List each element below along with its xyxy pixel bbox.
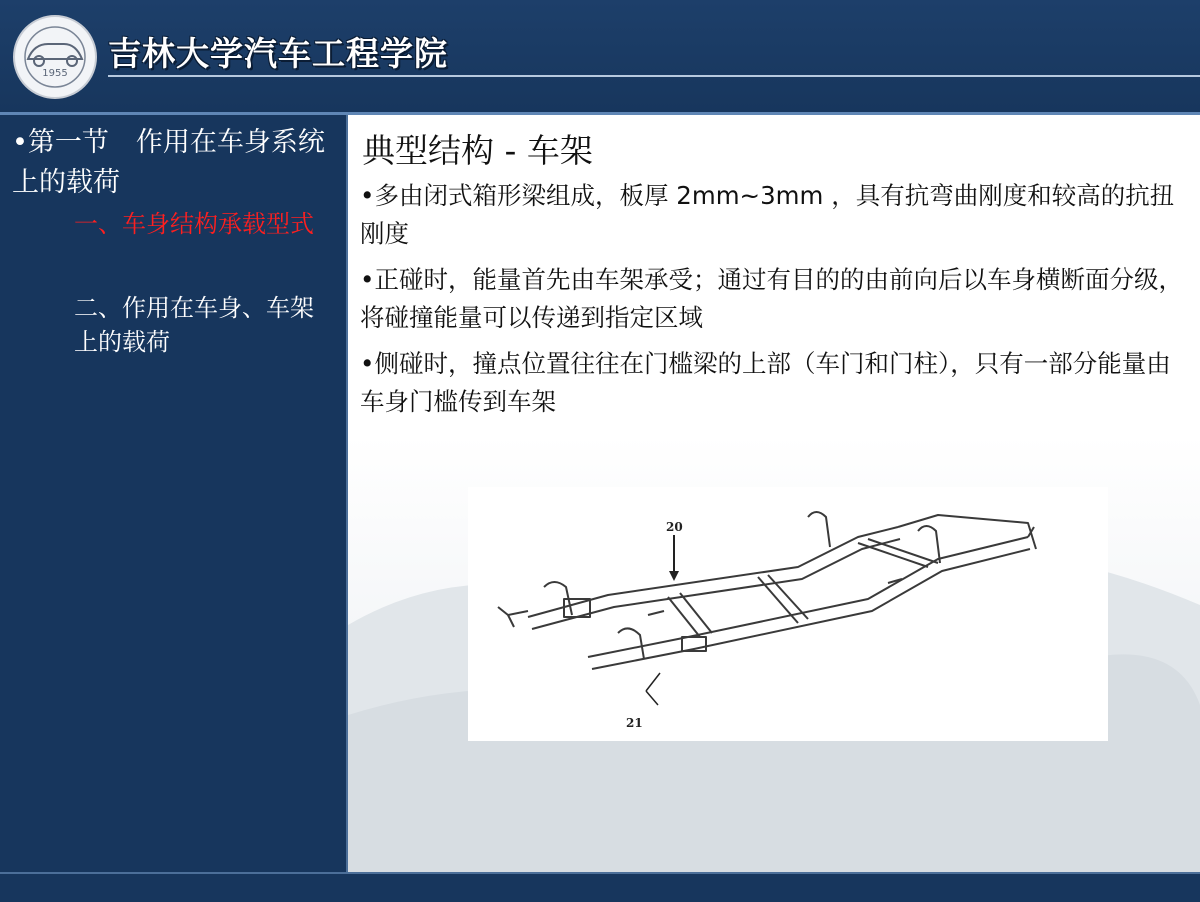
chassis-frame-drawing bbox=[468, 487, 1108, 741]
bullet-item: •侧碰时，撞点位置往往在门槛梁的上部（车门和门柱），只有一部分能量由车身门槛传到车架 bbox=[360, 349, 1171, 416]
bullet-item: •多由闭式箱形梁组成，板厚 2mm~3mm ，具有抗弯曲刚度和较高的抗扭刚度 bbox=[360, 181, 1175, 248]
slide-title: 典型结构 - 车架 bbox=[362, 131, 593, 170]
nav-section-title[interactable]: •第一节 作用在车身系统上的载荷 bbox=[12, 127, 325, 198]
bullet-list bbox=[360, 177, 1190, 429]
nav-item-loads[interactable]: 二、作用在车身、车架上的载荷 bbox=[74, 294, 314, 356]
chassis-frame-figure bbox=[468, 487, 1108, 741]
header-bar bbox=[0, 0, 1200, 112]
school-name: 吉林大学汽车工程学院 bbox=[108, 34, 448, 73]
figure-label-20: 20 bbox=[666, 520, 683, 534]
nav-item-structure-type[interactable]: 一、车身结构承载型式 bbox=[74, 210, 314, 238]
header-divider bbox=[108, 75, 1200, 77]
figure-label-21: 21 bbox=[626, 716, 643, 730]
slide-content bbox=[348, 115, 1200, 872]
university-seal-icon bbox=[12, 14, 98, 100]
bullet-item: •正碰时，能量首先由车架承受；通过有目的的由前向后以车身横断面分级，将碰撞能量可以传递到指定区域 bbox=[360, 265, 1183, 332]
logo-year: 1955 bbox=[42, 68, 68, 79]
outline-panel bbox=[0, 115, 348, 872]
footer-bar bbox=[0, 872, 1200, 902]
